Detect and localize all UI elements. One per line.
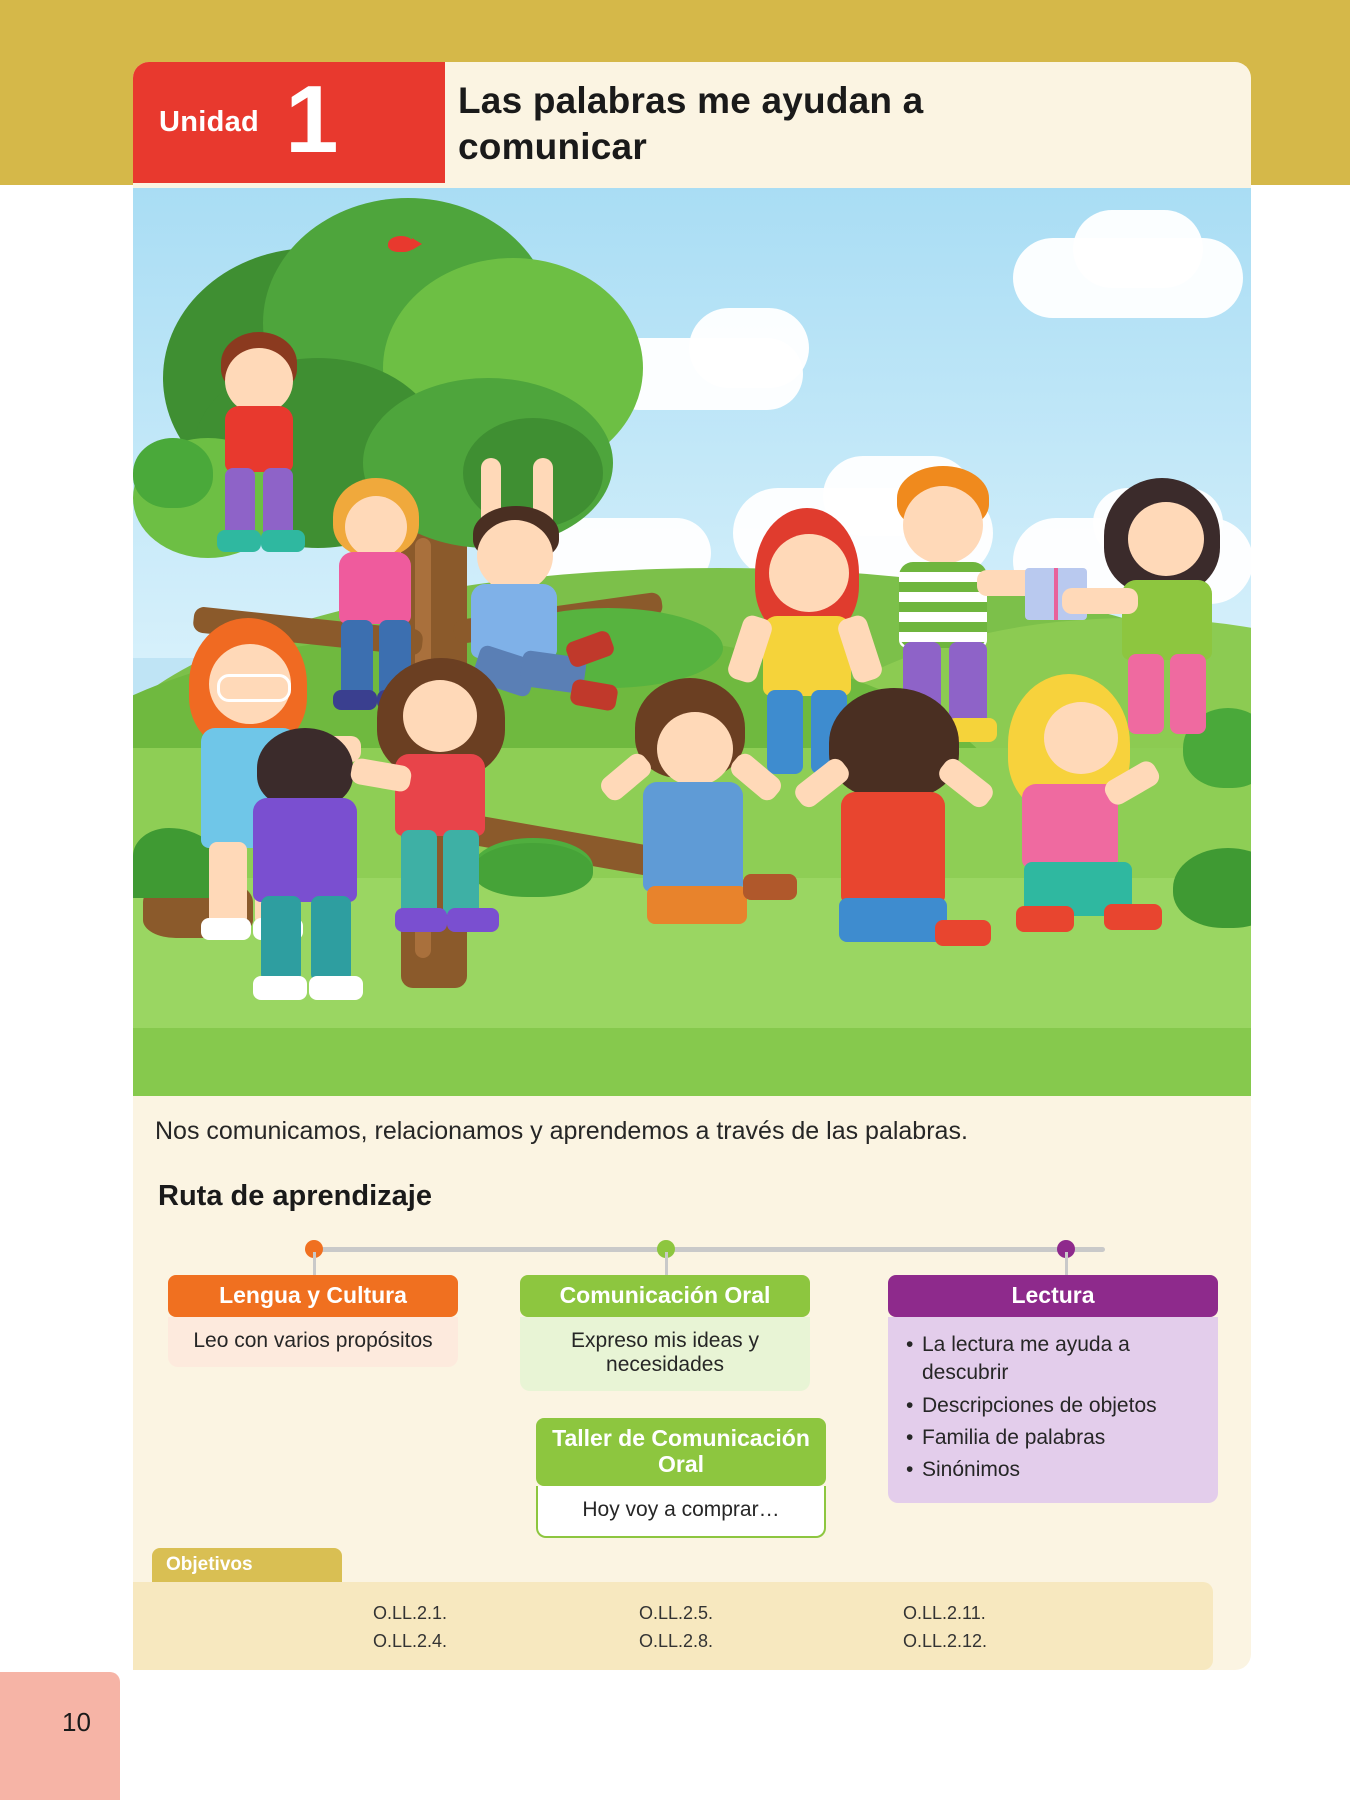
objetivo-code: O.LL.2.1. [373,1603,448,1623]
arm [1062,588,1138,614]
torso [339,552,411,624]
ground-lawn-foreground [133,1028,1251,1096]
ruta-heading-taller: Taller de Comunicación Oral [536,1418,826,1486]
leg [263,468,293,538]
illustration-caption [133,1096,1133,1166]
shoe [261,530,305,552]
leg [401,830,437,916]
ruta-item-lengua: Leo con varios propósitos [168,1317,458,1367]
left-white-margin [0,185,133,1800]
torso [395,754,485,836]
list-item: • La lectura me ayuda a descubrir [922,1331,1204,1388]
shoe [447,908,499,932]
ruta-item-taller: Hoy voy a comprar… [536,1486,826,1538]
timeline-track [305,1247,1105,1252]
list-item: • Familia de palabras [922,1424,1204,1452]
shoe [935,920,991,946]
child-red-shirt [361,658,541,978]
ruta-column-lengua-y-cultura [168,1275,458,1367]
child-sitting-orange-shirt [793,688,1013,998]
child-sitting-curly-hair [603,678,793,978]
hair [257,728,353,808]
bird-icon [388,236,414,252]
head [657,712,733,786]
unit-label: Unidad [159,106,260,138]
torso [643,782,743,892]
shoe [309,976,363,1000]
shoe [217,530,261,552]
caption-text: Nos comunicamos, relacionamos y aprendemos a través de las palabras. [155,1116,968,1145]
ruta-heading-lectura: Lectura [888,1275,1218,1317]
objetivo-code: O.LL.2.5. [639,1603,714,1623]
shoe [1104,904,1162,930]
head [903,486,983,564]
objetivos-column-3 [903,1600,987,1656]
ruta-item-oral: Expreso mis ideas y necesidades [520,1317,810,1391]
ruta-section-title: Ruta de aprendizaje [158,1180,432,1212]
shoe [395,908,447,932]
head [345,496,407,558]
page-number: 10 [62,1707,91,1737]
head [477,520,553,592]
ruta-column-lectura [888,1275,1218,1503]
objetivo-code: O.LL.2.11. [903,1603,986,1623]
ruta-heading-oral: Comunicación Oral [520,1275,810,1317]
unit-tab [133,62,445,183]
list-item: • Sinónimos [922,1456,1204,1484]
leg [311,896,351,982]
child-on-branch [205,332,325,562]
ruta-items-lectura [888,1317,1218,1503]
shoe [1016,906,1074,932]
torso [253,798,357,902]
objetivo-code: O.LL.2.8. [639,1630,714,1651]
ruta-column-taller [536,1418,826,1538]
objetivos-column-1 [373,1600,447,1656]
head [225,348,293,414]
child-blonde-kneeling [988,674,1178,974]
head [769,534,849,612]
torso [1022,784,1118,868]
objetivo-code: O.LL.2.4. [373,1630,448,1651]
head [1128,502,1204,576]
shirt-stripes [899,562,987,648]
glasses-icon [217,674,291,702]
hair [829,688,959,798]
lectura-list [904,1331,1204,1485]
objetivos-tab: Objetivos [152,1548,342,1582]
torso [841,792,945,904]
cloud-icon [1073,210,1203,288]
unit-number: 1 [285,65,339,173]
leg [261,896,301,982]
objetivo-code: O.LL.2.12. [903,1630,988,1651]
cloud-icon [689,308,809,388]
ruta-column-comunicacion-oral [520,1275,810,1391]
leg [443,830,479,916]
objetivos-panel [133,1582,1213,1670]
head [403,680,477,752]
hero-illustration [133,188,1251,1096]
shoe [253,976,307,1000]
torso [225,406,293,472]
shoe [564,629,616,669]
leg [647,886,747,924]
page-number-block [0,1672,120,1800]
ruta-heading-lengua: Lengua y Cultura [168,1275,458,1317]
page-title: Las palabras me ayudan a comunicar [458,80,924,167]
objetivos-column-2 [639,1600,713,1656]
head [1044,702,1118,774]
shoe [743,874,797,900]
leg [839,898,947,942]
bush [133,438,213,508]
list-item: • Descripciones de objetos [922,1392,1204,1420]
leg [225,468,255,538]
